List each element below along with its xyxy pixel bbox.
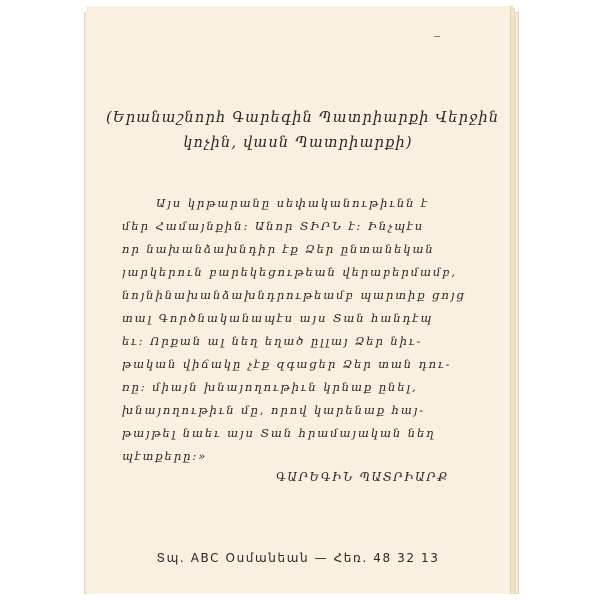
front-page bbox=[86, 6, 511, 594]
body-line: մեր Համայնքին։ Անոր ՏԻՐՆ է։ Ինչպէս bbox=[122, 219, 425, 233]
body-line: տալ Գործնականապէս այս Տան հանդէպ bbox=[122, 311, 434, 325]
body-line: խնայողութիւն մը, որով կարենաք հայ- bbox=[122, 403, 426, 417]
body-line: յարկերուն բարեկեցութեան վերաբերմամբ, bbox=[122, 265, 457, 279]
body-line: պէտքերը։» bbox=[122, 449, 208, 463]
body-line: ռը։ միայն խնայողութիւն կրնաք ընել, bbox=[122, 380, 418, 394]
body-line: որ նախանձախնդիր էք Ձեր ընտանեկան bbox=[122, 242, 435, 256]
body-line: Այս կրթարանը սեփականութիւնն է bbox=[156, 196, 429, 210]
header-line-2: կոչին, վասն Պատրիարքի) bbox=[183, 135, 413, 151]
header-line-1: (Երանաշնորհ Գարեգին Պատրիարքի Վերջին bbox=[106, 110, 500, 126]
body-line: թական վիճակը չէք զգացեր Ձեր տան դու- bbox=[122, 357, 452, 371]
page-edge bbox=[511, 16, 516, 592]
body-line: թայթել նաեւ այս Տան հրամայական նեղ bbox=[122, 426, 436, 440]
pencil-mark bbox=[434, 36, 440, 37]
signature: ԳԱՐԵԳԻՆ ՊԱՏՐԻԱՐՔ bbox=[276, 470, 449, 484]
body-line: եւ։ Որքան ալ նեղ եղած ըլլայ Ձեր նիւ- bbox=[122, 334, 423, 348]
printer-footer: Տպ. ABC Օսմանեան — Հեռ. 48 32 13 bbox=[156, 551, 440, 565]
body-line: նոյնինախանձախնդրութեամբ պարտիք ցոյց bbox=[122, 288, 466, 302]
